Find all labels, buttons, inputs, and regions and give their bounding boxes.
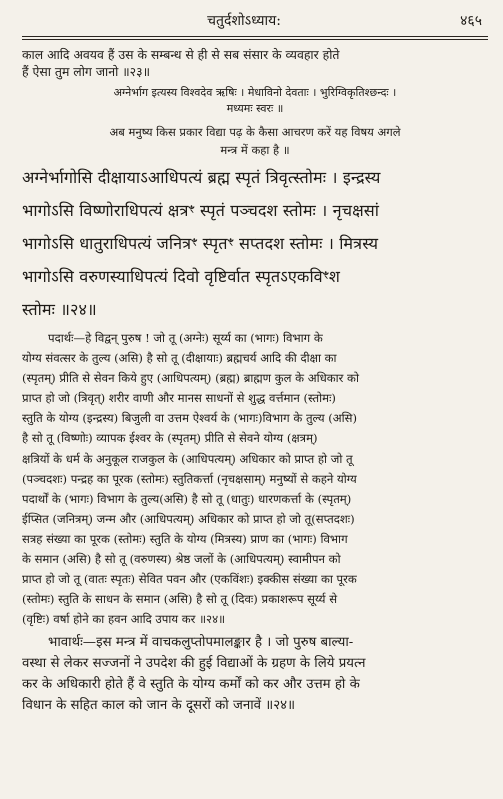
chapter-title: चतुर्दशोऽध्याय: — [207, 12, 281, 29]
intro-line: अब मनुष्य किस प्रकार विद्या पढ़ के कैसा आचरण करें यह विषय अगले — [109, 125, 401, 139]
commentary-line: पदार्थों के (भागः) विभाग के तुल्य(असि) है सो तू (धातुः) धारणकर्त्ता के (स्पृतम्) — [22, 491, 352, 506]
header-rule-lower — [22, 39, 488, 40]
bhavartha-line: भावार्थः—इस मन्त्र में वाचकलुप्तोपमालङ्कार है । जो पुरुष बाल्या- — [48, 635, 354, 651]
commentary-line: प्राप्त हो जो (त्रिवृत्) शरीर वाणी और मानस साधनों से शुद्ध वर्त्तमान (स्तोमः) — [22, 391, 336, 406]
padartha-commentary — [22, 328, 488, 629]
commentary-line: स्तुति के योग्य (इन्द्रस्य) बिजुली वा उत्तम ऐश्वर्य के (भागः)विभाग के तुल्य (असि) — [22, 411, 358, 426]
bhavartha-line: कर के अधिकारी होते हैं वे स्तुति के योग्य कर्मों को कर और उत्तम हो के — [22, 677, 360, 693]
commentary-line: योग्य संवत्सर के तुल्य (असि) है सो तू (दीक्षायाः) ब्रह्मचर्य आदि की दीक्षा का — [22, 351, 337, 366]
commentary-line: (स्तोमः) स्तुति के साधन के समान (असि) है सो तू (दिवः) प्रकाशरूप सूर्य्य से — [22, 592, 338, 607]
previous-verse-ending — [22, 46, 488, 80]
mantra-line: अग्नेर्भागोसि दीक्षायाऽआधिपत्यं ब्रह्म स्पृतं त्रिवृत्स्तोमः । इन्द्रस्य — [22, 168, 381, 187]
page-header — [22, 8, 488, 32]
mantra-line: स्तोमः ॥२४॥ — [22, 300, 97, 319]
page-number: ४६५ — [460, 12, 482, 29]
bhavartha-line: वस्था से लेकर सज्जनों ने उपदेश की हुई विद्याओं के ग्रहण के लिये प्रयत्न — [22, 656, 366, 672]
commentary-line: ईप्सित (जनित्रम्) जन्म और (आधिपत्यम्) अधिकार को प्राप्त हो जो तू(सप्तदशः) — [22, 511, 355, 526]
rishi-devata-line: अग्नेर्भाग इत्यस्य विश्वदेव ऋषिः । मेधाविनो देवताः । भुरिग्विकृतिश्छन्दः । — [113, 86, 397, 99]
commentary-line: के समान (असि) है सो तू (वरुणस्य) श्रेष्ठ जलों के (आधिपत्यम्) स्वामीपन को — [22, 552, 341, 567]
mantra-intro — [22, 123, 488, 159]
intro-line: मन्त्र में कहा है ॥ — [220, 143, 290, 157]
mantra-line: भागोऽसि विष्णोराधिपत्यं क्षत्रꣳ स्पृतं पञ्चदश स्तोमः । नृचक्षसां — [22, 201, 380, 220]
mantra-block — [22, 161, 488, 326]
bhavartha-line: विधान के सहित काल को जान के दूसरों को जनावें ॥२४॥ — [22, 698, 296, 714]
text-line: हैं ऐसा तुम लोग जानो ॥२३॥ — [22, 64, 150, 79]
commentary-line: प्राप्त हो जो तू (वातः स्पृतः) सेवित पवन और (एकविंशः) इक्कीस संख्या का पूरक — [22, 572, 357, 587]
commentary-line: है सो तू (विष्णोः) व्यापक ईश्वर के (स्पृतम्) प्रीति से सेवने योग्य (क्षत्रम्) — [22, 431, 318, 446]
commentary-line: (पञ्चदशः) पन्द्रह का पूरक (स्तोमः) स्तुतिकर्त्ता (नृचक्षसाम्) मनुष्यों से कहने योग्य — [22, 471, 357, 486]
svara-line: मध्यमः स्वरः ॥ — [226, 102, 284, 115]
commentary-line: (स्पृतम्) प्रीति से सेवन किये हुए (आधिपत्यम्) (ब्रह्म) ब्राह्मण कुल के अधिकार को — [22, 371, 359, 386]
commentary-line: क्षत्रियों के धर्म के अनुकूल राजकुल के (आधिपत्यम्) अधिकार को प्राप्त हो जो तू — [22, 451, 353, 466]
mantra-line: भागोऽसि धातुराधिपत्यं जनित्रꣳ स्पृतꣳ सप्तदश स्तोमः । मित्रस्य — [22, 234, 379, 253]
mantra-line: भागोऽसि वरुणस्याधिपत्यं दिवो वृष्टिर्वात स्पृतऽएकविꣳश — [22, 267, 341, 286]
text-line: काल आदि अवयव हैं उस के सम्बन्ध से ही से सब संसार के व्यवहार होते — [22, 47, 340, 62]
mantra-meta — [22, 85, 488, 117]
commentary-line: पदार्थः—हे विद्वन् पुरुष ! जो तू (अग्नेः) सूर्य्य का (भागः) विभाग के — [48, 331, 323, 345]
commentary-line: सत्रह संख्या का पूरक (स्तोमः) स्तुति के योग्य (मित्रस्य) प्राण का (भागः) विभाग — [22, 531, 348, 546]
commentary-line: (वृष्टिः) वर्षा होने का हवन आदि उपाय कर ॥२४॥ — [22, 612, 226, 627]
book-page — [22, 8, 488, 716]
bhavartha — [22, 632, 488, 716]
header-rule — [22, 36, 488, 37]
